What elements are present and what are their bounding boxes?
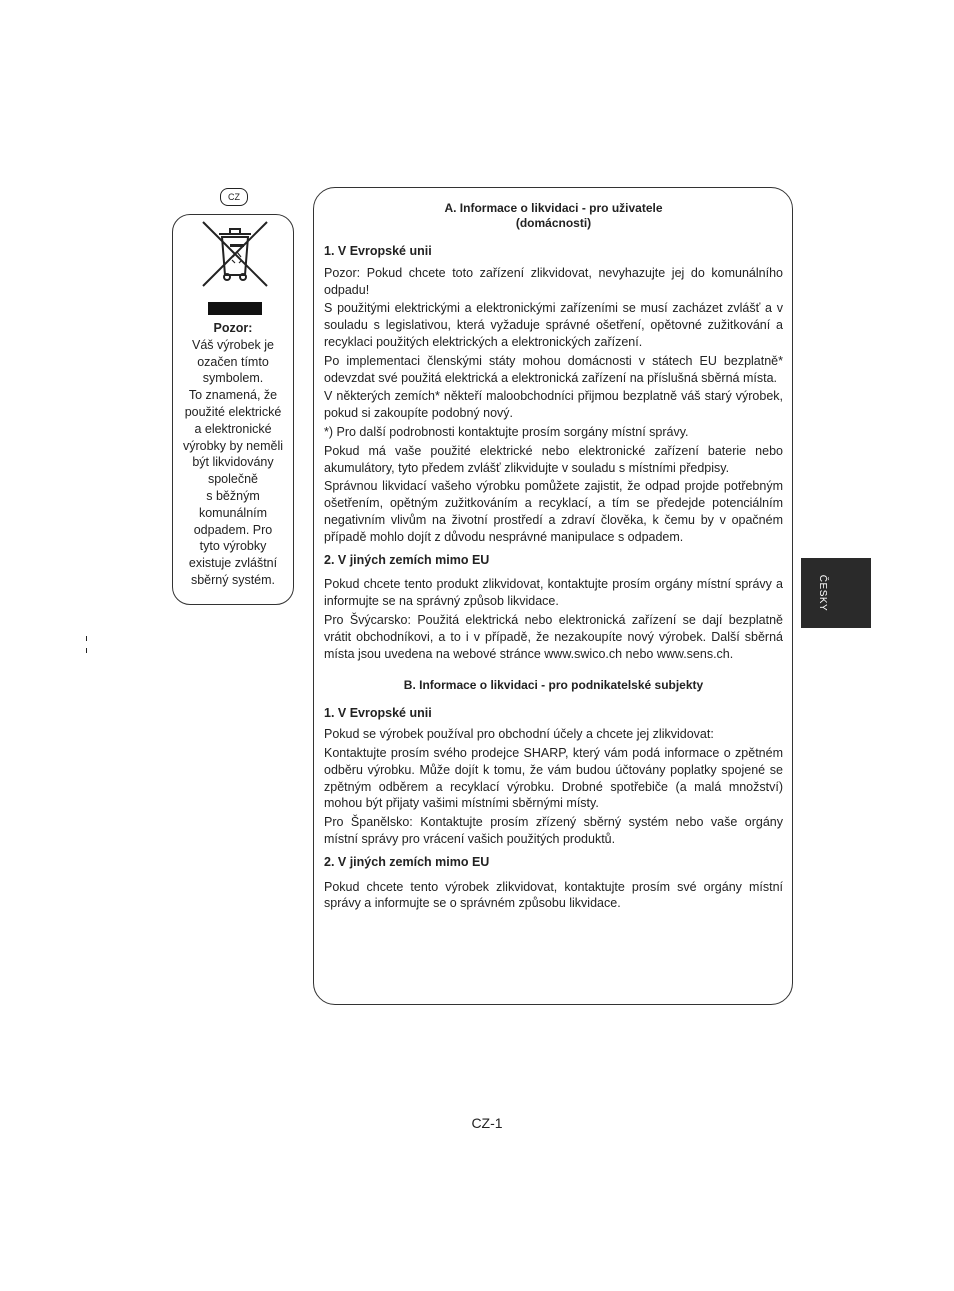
- section-a-title: [324, 201, 783, 231]
- section-b-subheading-non-eu: 2. V jiných zemích mimo EU: [324, 854, 490, 869]
- crossed-out-wheelie-bin-icon: [200, 219, 270, 289]
- language-tab: [801, 558, 871, 628]
- section-a-para: Pozor: Pokud chcete toto zařízení zlikvidovat, nevyhazujte jej do komunálního odpadu!: [324, 265, 783, 297]
- section-a-para: Pro Švýcarsko: Použitá elektrická nebo elektronická zařízení se dají bezplatně vrátit obchodníkovi, a to i v případě, že nezakoupíte nový výrobek. Další sběrná místa jsou uvedena na webové stránce www.swico.ch nebo www.sens.ch.: [324, 612, 783, 661]
- section-a-para: V některých zemích* někteří maloobchodníci přijmou bezplatně váš starý výrobek, pokud si zakoupíte podobný nový.: [324, 389, 783, 421]
- black-bar: [208, 302, 262, 315]
- page-number: CZ-1: [471, 1115, 503, 1131]
- warning-title: Pozor:: [213, 321, 253, 335]
- section-b-para: Pokud chcete tento výrobek zlikvidovat, kontaktujte prosím své orgány místní správy a informujte se o správném způsobu likvidace.: [324, 879, 783, 911]
- section-b-para: Pokud se výrobek používal pro obchodní účely a chcete jej zlikvidovat:: [324, 727, 714, 742]
- section-a-para: Pokud má vaše použité elektrické nebo elektronické zařízení baterie nebo akumulátory, tyto předem zvlášť zlikvidujte v souladu s místními předpisy.: [324, 443, 783, 475]
- section-a-subheading-non-eu: 2. V jiných zemích mimo EU: [324, 552, 490, 567]
- country-badge: CZ: [220, 188, 248, 206]
- section-b-subheading-eu: 1. V Evropské unii: [324, 706, 432, 721]
- section-a-title-line2: (domácnosti): [515, 216, 592, 230]
- crop-mark: [86, 648, 87, 653]
- section-a-para: Pokud chcete tento produkt zlikvidovat, kontaktujte prosím orgány místní správy a informujte se na správný způsob likvidace.: [324, 577, 783, 609]
- section-a-para: Správnou likvidací vašeho výrobku pomůžete zajistit, že odpad projde potřebným ošetřením, opětným zužitkováním a recyklací, a tím se předejde potenciálním negativním vlivům na životní prostředí a zdraví člověka, k čemu by v opačném případě mohlo dojít z důvodu nesprávné manipulace s odpadem.: [324, 479, 783, 544]
- section-a-para: Po implementaci členskými státy mohou domácnosti v státech EU bezplatně* odevzdat své použitá elektrická a elektronická zařízení na příslušná sběrná místa.: [324, 353, 783, 385]
- section-b-para: Kontaktujte prosím svého prodejce SHARP, který vám podá informace o zpětném odběru výrobku. Může dojít k tomu, že vám budou účtovány poplatky spojené se zpětným odběrem a recyklací výrobku. Drobné spotřebiče (a malá množství) mohou být přijaty vašimi místními sběrnými místy.: [324, 745, 783, 811]
- section-a-title-line1: A. Informace o likvidaci - pro uživatele: [444, 201, 663, 215]
- section-a-subheading-eu: 1. V Evropské unii: [324, 244, 432, 258]
- section-a-para: *) Pro další podrobnosti kontaktujte prosím sorgány místní správy.: [324, 424, 689, 439]
- disposal-info-box: [313, 187, 793, 1005]
- section-b-title: B. Informace o likvidaci - pro podnikatelské subjekty: [403, 678, 704, 693]
- weee-warning-box: [172, 214, 294, 605]
- warning-body: Váš výrobek je ozačen tímto symbolem. To znamená, že použité elektrické a elektronické výrobky by neměli být likvidovány společně s běžným komunálním odpadem. Pro tyto výrobky existuje zvláštní sběrný systém.: [182, 337, 284, 587]
- crop-mark: [86, 636, 87, 641]
- language-tab-label: ČESKY: [817, 574, 829, 612]
- section-a-para: S použitými elektrickými a elektronickými zařízeními se musí zacházet zvlášť a v souladu s legislativou, která vyžaduje správné ošetření, opětovné zužitkování a recyklaci použitých elektrických a elektronických zařízení.: [324, 301, 783, 349]
- section-b-para: Pro Španělsko: Kontaktujte prosím zřízený sběrný systém nebo vaše orgány místní správy pro vrácení vašich použitých produktů.: [324, 815, 783, 846]
